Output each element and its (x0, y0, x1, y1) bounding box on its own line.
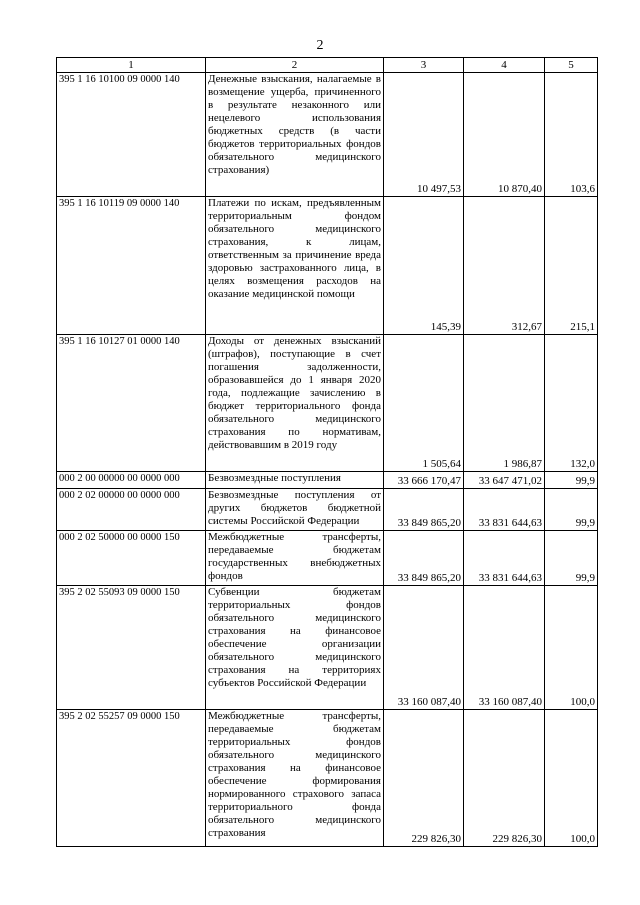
budget-code: 395 2 02 55257 09 0000 150 (57, 710, 206, 847)
value-col5: 215,1 (545, 197, 598, 335)
value-col4: 33 647 471,02 (464, 472, 545, 489)
value-col3: 33 160 087,40 (384, 586, 464, 710)
value-col5: 100,0 (545, 710, 598, 847)
table-row (57, 73, 598, 197)
value-col3: 145,39 (384, 197, 464, 335)
table-row (57, 472, 598, 489)
budget-code: 395 1 16 10119 09 0000 140 (57, 197, 206, 335)
column-header: 4 (464, 58, 545, 73)
value-col3: 33 849 865,20 (384, 531, 464, 586)
table-row (57, 586, 598, 710)
budget-table (56, 57, 598, 847)
item-name: Доходы от денежных взысканий (штрафов), поступающие в счет погашения задолженности, образовавшейся до 1 января 2020 года, подлежащие зачислению в бюджет территориального фонда обязательного медицинского страхования по нормативам, действовавшим в 2019 году (206, 335, 384, 472)
value-col4: 10 870,40 (464, 73, 545, 197)
budget-code: 395 1 16 10127 01 0000 140 (57, 335, 206, 472)
item-name: Безвозмездные поступления (206, 472, 384, 489)
item-name: Безвозмездные поступления от других бюджетов бюджетной системы Российской Федерации (206, 489, 384, 531)
value-col5: 103,6 (545, 73, 598, 197)
value-col4: 33 831 644,63 (464, 489, 545, 531)
item-name: Межбюджетные трансферты, передаваемые бюджетам государственных внебюджетных фондов (206, 531, 384, 586)
value-col5: 99,9 (545, 531, 598, 586)
item-name: Платежи по искам, предъявленным территориальным фондом обязательного медицинского страхования, к лицам, ответственным за причинение вреда здоровью застрахованного лица, в целях возмещения расходов на оказание медицинской помощи (206, 197, 384, 335)
item-name: Межбюджетные трансферты, передаваемые бюджетам территориальных фондов обязательного медицинского страхования на финансовое обеспечение формирования нормированного страхового запаса территориального фонда обязательного медицинского страхования (206, 710, 384, 847)
column-header: 2 (206, 58, 384, 73)
value-col5: 100,0 (545, 586, 598, 710)
table-row (57, 531, 598, 586)
value-col4: 229 826,30 (464, 710, 545, 847)
budget-code: 395 2 02 55093 09 0000 150 (57, 586, 206, 710)
item-name: Денежные взыскания, налагаемые в возмещение ущерба, причиненного в результате незаконного или нецелевого использования бюджетных средств (в части бюджетов территориальных фондов обязательного медицинского страхования) (206, 73, 384, 197)
budget-code: 000 2 02 50000 00 0000 150 (57, 531, 206, 586)
value-col3: 1 505,64 (384, 335, 464, 472)
value-col5: 132,0 (545, 335, 598, 472)
value-col5: 99,9 (545, 489, 598, 531)
table-row (57, 710, 598, 847)
value-col3: 33 666 170,47 (384, 472, 464, 489)
value-col4: 33 160 087,40 (464, 586, 545, 710)
column-header: 3 (384, 58, 464, 73)
budget-code: 000 2 02 00000 00 0000 000 (57, 489, 206, 531)
budget-code: 000 2 00 00000 00 0000 000 (57, 472, 206, 489)
table-row (57, 335, 598, 472)
column-header: 5 (545, 58, 598, 73)
item-name: Субвенции бюджетам территориальных фондов обязательного медицинского страхования на финансовое обеспечение организации обязательного медицинского страхования на территориях субъектов Российской Федерации (206, 586, 384, 710)
value-col4: 312,67 (464, 197, 545, 335)
table-header-row (57, 58, 598, 73)
column-header: 1 (57, 58, 206, 73)
value-col3: 229 826,30 (384, 710, 464, 847)
table-row (57, 489, 598, 531)
table-row (57, 197, 598, 335)
budget-code: 395 1 16 10100 09 0000 140 (57, 73, 206, 197)
value-col3: 33 849 865,20 (384, 489, 464, 531)
value-col5: 99,9 (545, 472, 598, 489)
value-col4: 33 831 644,63 (464, 531, 545, 586)
page-number: 2 (316, 38, 324, 53)
value-col4: 1 986,87 (464, 335, 545, 472)
value-col3: 10 497,53 (384, 73, 464, 197)
